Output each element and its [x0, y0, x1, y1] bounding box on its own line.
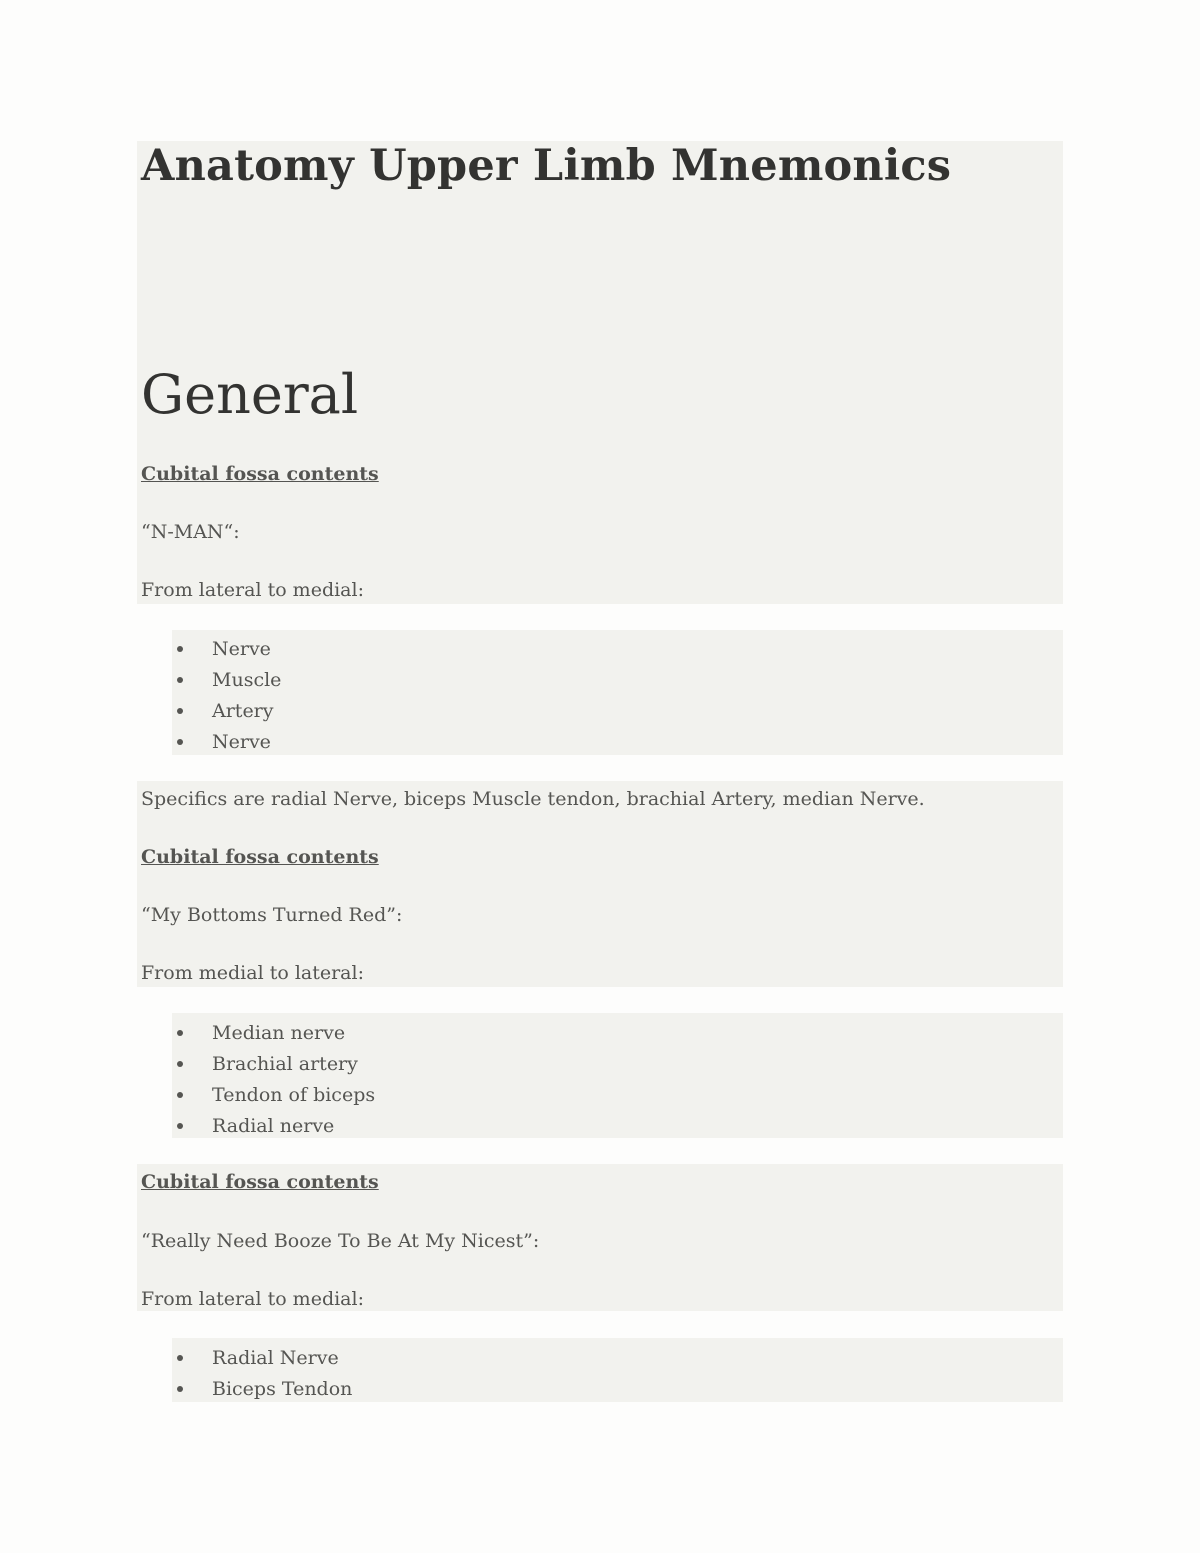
bullet-icon: [177, 1355, 183, 1361]
bullet-icon: [177, 739, 183, 745]
section-heading-general: General: [141, 363, 359, 426]
mnemonic-3-phrase: “Really Need Booze To Be At My Nicest”:: [141, 1230, 540, 1252]
mnemonic-1-direction: From lateral to medial:: [141, 579, 364, 601]
mnemonic-1-heading: Cubital fossa contents: [141, 463, 379, 485]
list-item-text: Artery: [212, 700, 274, 722]
mnemonic-2-direction: From medial to lateral:: [141, 962, 364, 984]
list-item-text: Tendon of biceps: [212, 1084, 376, 1106]
list-item-text: Radial Nerve: [212, 1347, 339, 1369]
list-item: [172, 639, 281, 670]
list-item: [172, 732, 281, 763]
list-item-text: Nerve: [212, 731, 271, 753]
mnemonic-3-list: [172, 1348, 352, 1410]
bullet-icon: [177, 1386, 183, 1392]
list-item: [172, 1085, 375, 1116]
list-item: [172, 701, 281, 732]
bullet-icon: [177, 646, 183, 652]
list-item-text: Median nerve: [212, 1022, 346, 1044]
list-item-text: Nerve: [212, 638, 271, 660]
mnemonic-1-phrase: “N-MAN“:: [141, 521, 240, 543]
mnemonic-2-phrase: “My Bottoms Turned Red”:: [141, 904, 403, 926]
document-title: Anatomy Upper Limb Mnemonics: [141, 141, 952, 191]
bullet-icon: [177, 677, 183, 683]
list-item: [172, 1023, 375, 1054]
bullet-icon: [177, 1123, 183, 1129]
mnemonic-2-list: [172, 1023, 375, 1147]
list-item-text: Radial nerve: [212, 1115, 335, 1137]
bullet-icon: [177, 708, 183, 714]
shaded-block-list-1: [172, 630, 1063, 755]
mnemonic-3-direction: From lateral to medial:: [141, 1288, 364, 1310]
list-item-text: Brachial artery: [212, 1053, 358, 1075]
bullet-icon: [177, 1092, 183, 1098]
list-item-text: Biceps Tendon: [212, 1378, 353, 1400]
list-item-text: Muscle: [212, 669, 282, 691]
list-item: [172, 1116, 375, 1147]
bullet-icon: [177, 1061, 183, 1067]
bullet-icon: [177, 1030, 183, 1036]
mnemonic-2-heading: Cubital fossa contents: [141, 846, 379, 868]
shaded-block-section-2: [137, 781, 1063, 987]
mnemonic-1-note: Specifics are radial Nerve, biceps Muscle tendon, brachial Artery, median Nerve.: [141, 788, 925, 810]
mnemonic-1-list: [172, 639, 281, 763]
list-item: [172, 670, 281, 701]
list-item: [172, 1379, 352, 1410]
mnemonic-3-heading: Cubital fossa contents: [141, 1171, 379, 1193]
list-item: [172, 1054, 375, 1085]
list-item: [172, 1348, 352, 1379]
